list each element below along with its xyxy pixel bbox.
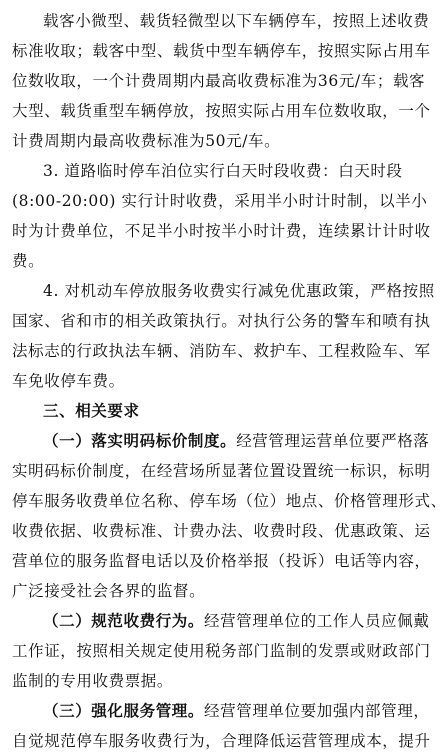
paragraph-fee-exemptions (12, 276, 435, 396)
paragraph-service-management (12, 696, 432, 756)
item-title: （一）落实明码标价制度。 (43, 432, 237, 450)
text-line: 车免收停车费。 (12, 372, 125, 390)
text-line (12, 606, 432, 636)
item-title: （三）强化服务管理。 (43, 702, 205, 720)
text-line: 时为计费单位，不足半小时按半小时计费，连续累计计时收 (12, 222, 431, 240)
text-line: 国家、省和市的相关政策执行。对执行公务的警车和喷有执 (12, 312, 431, 330)
text-line: (8:00-20:00) 实行计时收费，采用半小时计时制，以半小 (12, 192, 428, 210)
text-line: 停车服务收费单位名称、停车场（位）地点、价格管理形式、 (12, 492, 447, 510)
item-title: （二）规范收费行为。 (43, 612, 205, 630)
text-run: 经营管理单位要加强内部管理， (204, 702, 430, 720)
paragraph-roadside-parking-fees (12, 156, 432, 276)
text-line: 实明码标价制度，在经营场所显著位置设置统一标识，标明 (12, 462, 431, 480)
section-heading: 三、相关要求 (43, 402, 140, 420)
paragraph-vehicle-size-fees (12, 6, 432, 156)
text-line: 载客小微型、载货轻微型以下车辆停车，按照上述收费 (43, 12, 430, 30)
text-line: 收费依据、收费标准、计费办法、收费时段、优惠政策、运 (12, 522, 431, 540)
text-line: 计费周期内最高收费标准为50元/车。 (12, 132, 281, 150)
text-line: 营单位的服务监督电话以及价格举报（投诉）电话等内容， (12, 552, 431, 570)
text-line: 费。 (12, 252, 45, 270)
text-line (12, 426, 432, 456)
text-line: 法标志的行政执法车辆、消防车、救护车、工程救险车、军 (12, 342, 431, 360)
text-run: 经营管理运营单位要严格落 (236, 432, 430, 450)
text-line: 工作证，按照相关规定使用税务部门监制的发票或财政部门 (12, 642, 431, 660)
paragraph-price-tagging (12, 426, 447, 606)
text-line: 位数收取，一个计费周期内最高收费标准为36元/车；载客 (12, 72, 426, 90)
text-line: 大型、载货重型车辆停放，按照实际占用车位数收取，一个 (12, 102, 431, 120)
text-line: 标准收取；载客中型、载货中型车辆停车，按照实际占用车 (12, 42, 431, 60)
text-line: 自觉规范停车服务收费行为，合理降低运营管理成本，提升 (12, 732, 431, 750)
paragraph-fee-conduct (12, 606, 432, 696)
text-line: 监制的专用收费票据。 (12, 672, 174, 690)
text-line: 3. 道路临时停车泊位实行白天时段收费：白天时段 (43, 162, 403, 180)
text-line: 4. 对机动车停放服务收费实行减免优惠政策，严格按照 (43, 282, 435, 300)
text-line (12, 696, 432, 726)
text-run: 经营管理单位的工作人员应佩戴 (204, 612, 430, 630)
text-line: 广泛接受社会各界的监督。 (12, 582, 206, 600)
